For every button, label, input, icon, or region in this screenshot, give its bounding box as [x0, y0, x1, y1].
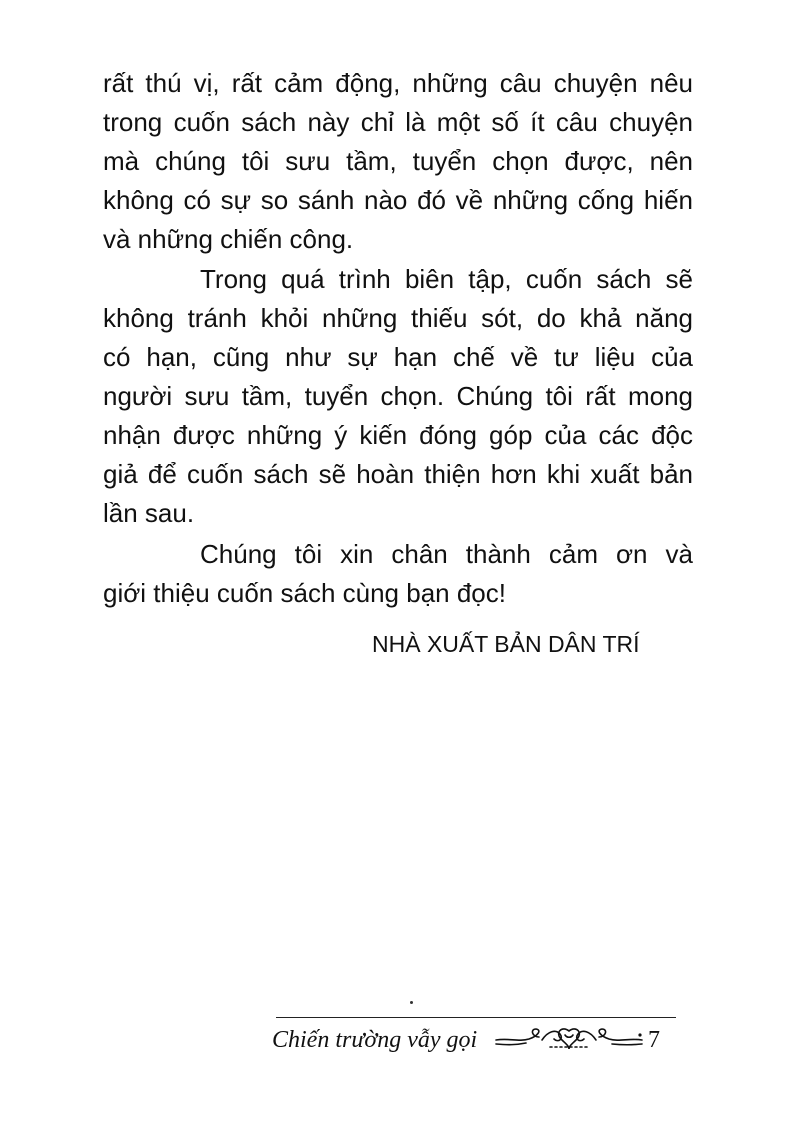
- text-line: người sưu tầm, tuyển chọn. Chúng tôi rất mong: [103, 381, 693, 411]
- scroll-flourish-icon: [494, 1023, 644, 1055]
- text-line: không tránh khỏi những thiếu sót, do khả năng: [103, 303, 693, 333]
- text-line: rất thú vị, rất cảm động, những câu chuyện nêu: [103, 68, 693, 98]
- text-line: và những chiến công.: [103, 224, 354, 254]
- text-line: Trong quá trình biên tập, cuốn sách sẽ: [200, 264, 693, 294]
- text-line: giới thiệu cuốn sách cùng bạn đọc!: [103, 578, 506, 608]
- publisher-signature: NHÀ XUẤT BẢN DÂN TRÍ: [372, 631, 640, 657]
- text-line: không có sự so sánh nào đó về những cống hiến: [103, 185, 693, 215]
- dot-mark: [410, 1001, 413, 1004]
- text-line: lần sau.: [103, 498, 195, 528]
- footer-divider: [276, 1017, 676, 1018]
- text-line: nhận được những ý kiến đóng góp của các độc: [103, 420, 693, 450]
- text-line: có hạn, cũng như sự hạn chế về tư liệu của: [103, 342, 693, 372]
- text-line: giả để cuốn sách sẽ hoàn thiện hơn khi xuất bản: [103, 459, 693, 489]
- text-line: trong cuốn sách này chỉ là một số ít câu chuyện: [103, 107, 693, 137]
- text-line: mà chúng tôi sưu tầm, tuyển chọn được, nên: [103, 146, 693, 176]
- running-footer-title: Chiến trường vẫy gọi: [272, 1027, 478, 1053]
- text-line: Chúng tôi xin chân thành cảm ơn và: [200, 539, 693, 569]
- page-number: 7: [648, 1027, 660, 1053]
